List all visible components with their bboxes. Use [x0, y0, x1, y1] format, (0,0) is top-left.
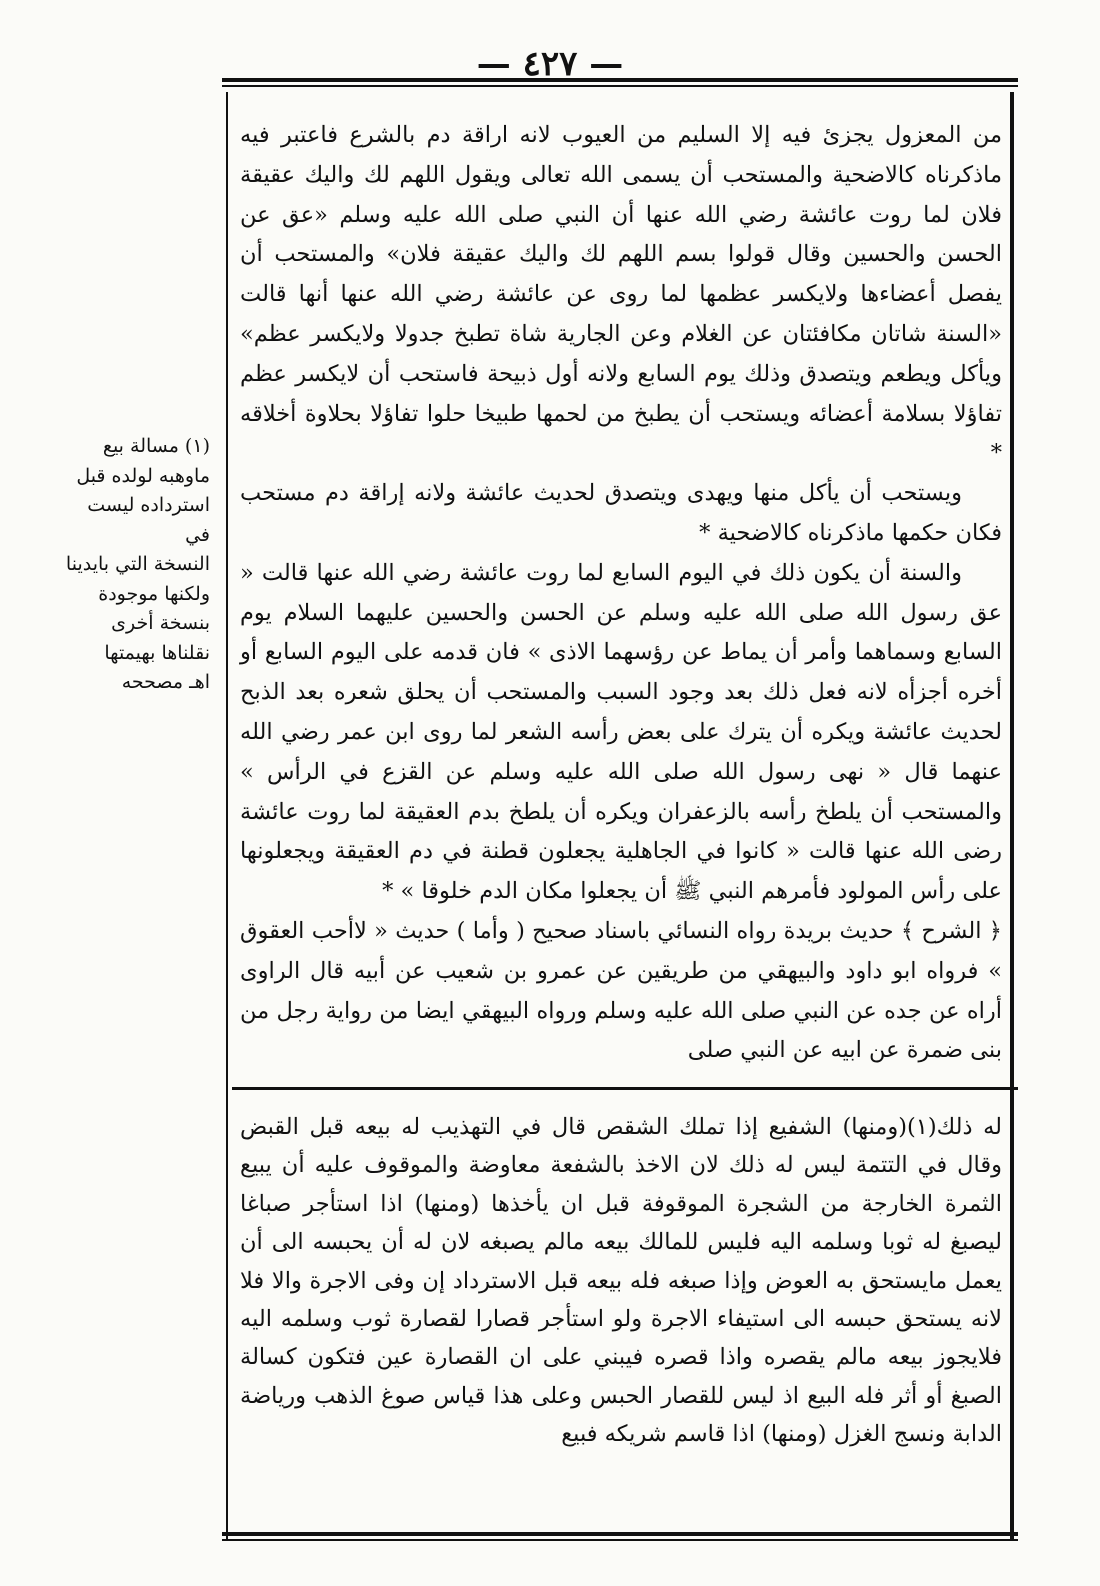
- page-number: — ٤٢٧ —: [476, 44, 624, 84]
- commentary-paragraph: ﴿ الشرح ﴾ حديث بريدة رواه النسائي باسناد صحيح ( وأما ) حديث « لاأحب العقوق » فرواه ابو داود والبيهقي من طريقين عن عمرو بن شعيب عن أبيه قال الراوى أراه عن جده عن النبي صلى الله عليه وسلم ورواه البيهقي ايضا من رواية رجل من بنى ضمرة عن ابيه عن النبي صلى: [240, 917, 1002, 1064]
- margin-note-line: بنسخة أخرى: [111, 612, 210, 634]
- margin-note-line: (١) مسالة بيع: [102, 435, 210, 457]
- frame-left-border: [226, 92, 228, 1540]
- margin-note-line: ماوهبه لولده قبل: [76, 464, 210, 487]
- margin-note-line: استرداده ليست في: [87, 494, 210, 546]
- margin-note-line: نقلناها بهيمتها: [104, 641, 210, 664]
- main-text: [240, 116, 1002, 1071]
- main-paragraph: والسنة أن يكون ذلك في اليوم السابع لما روت عائشة رضي الله عنها قالت « عق رسول الله صلى الله عليه وسلم عن الحسن والحسين عليهما السلام يوم السابع وسماهما وأمر أن يماط عن رؤسهما الاذى » فان قدمه على اليوم السابع أو أخره أجزأه لانه فعل ذلك بعد وجود السبب والمستحب أن يحلق شعره بعد الذبح لحديث عائشة ويكره أن يترك على بعض رأسه الشعر لما روى ابن عمر رضي الله عنهما قال « نهى رسول الله صلى الله عليه وسلم عن القزع في الرأس » والمستحب أن يلطخ رأسه بالزعفران ويكره أن يلطخ بدم العقيقة لما روت عائشة رضى الله عنها قالت « كانوا في الجاهلية يجعلون قطنة في دم العقيقة ويجعلونها على رأس المولود فأمرهم النبي ﷺ أن يجعلوا مكان الدم خلوقا » *: [240, 559, 1002, 905]
- bottom-rule: [222, 1532, 1018, 1541]
- frame-right-border: [1010, 92, 1014, 1540]
- margin-note-line: ولكنها موجودة: [98, 582, 210, 605]
- margin-note-line: النسخة التي بايدينا: [65, 553, 210, 575]
- top-rule: [222, 78, 1018, 87]
- main-paragraph: ويستحب أن يأكل منها ويهدى ويتصدق لحديث عائشة ولانه إراقة دم مستحب فكان حكمها ماذكرناه كالاضحية *: [240, 480, 1002, 546]
- margin-note: [60, 432, 210, 698]
- main-paragraph: من المعزول يجزئ فيه إلا السليم من العيوب لانه اراقة دم بالشرع فاعتبر فيه ماذكرناه كالاضحية والمستحب أن يسمى الله تعالى ويقول اللهم لك واليك عقيقة فلان لما روت عائشة رضي الله عنها أن النبي صلى الله عليه وسلم «عق عن الحسن والحسين وقال قولوا بسم اللهم لك واليك عقيقة فلان» والمستحب أن يفصل أعضاءها ولايكسر عظمها لما روى عن عائشة رضي الله عنها أنها قالت «السنة شاتان مكافئتان عن الغلام وعن الجارية شاة تطبخ جدولا ولايكسر عظم» ويأكل ويطعم ويتصدق وذلك يوم السابع ولانه أول ذبيحة فاستحب أن لايكسر عظم تفاؤلا بسلامة أعضائه ويستحب أن يطبخ من لحمها طبيخا حلوا تفاؤلا بحلاوة أخلاقه *: [240, 122, 1002, 467]
- footnote-text: [240, 1108, 1002, 1454]
- footnote-separator: [232, 1087, 1018, 1090]
- margin-note-line: اهـ مصححه: [121, 671, 210, 693]
- footnote-paragraph: له ذلك(١)(ومنها) الشفيع إذا تملك الشقص قال في التهذيب له بيعه قبل القبض وقال في التتمة ليس له ذلك لان الاخذ بالشفعة معاوضة والموقوف عليه أن يبيع الثمرة الخارجة من الشجرة الموقوفة قبل ان يأخذها (ومنها) اذا استأجر صباغا ليصبغ له ثوبا وسلمه اليه فليس للمالك بيعه مالم يصبغه لان له أن يحبسه الى أن يعمل مايستحق به العوض وإذا صبغه فله بيعه قبل الاسترداد إن وفى الاجرة والا فلا لانه يستحق حبسه الى استيفاء الاجرة ولو استأجر قصارا لقصارة ثوب وسلمه اليه فلايجوز بيعه مالم يقصره واذا قصره فيبني على ان القصارة عين فتكون كسالة الصبغ أو أثر فله البيع اذ ليس للقصار الحبس وعلى هذا قياس صوغ الذهب ورياضة الدابة ونسج الغزل (ومنها) اذا قاسم شريكه فبيع: [240, 1114, 1003, 1448]
